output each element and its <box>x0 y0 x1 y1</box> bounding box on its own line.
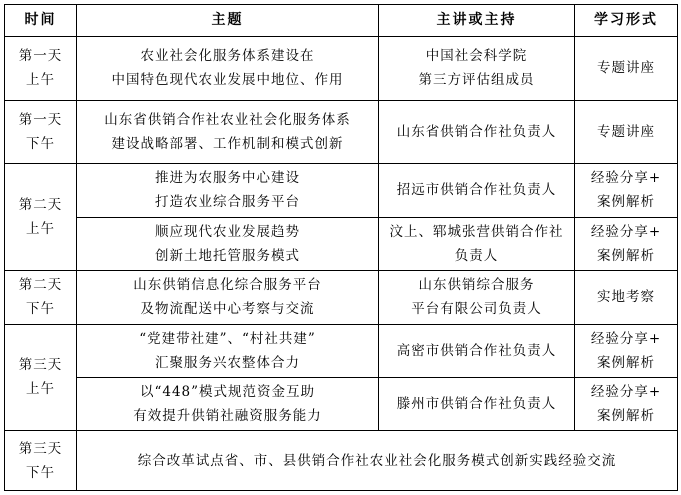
format-cell: 经验分享+ 案例解析 <box>575 324 678 377</box>
schedule-table <box>4 4 678 491</box>
time-cell: 第二天 下午 <box>5 271 77 324</box>
format-cell: 经验分享+ 案例解析 <box>575 164 678 217</box>
speaker-cell: 高密市供销合作社负责人 <box>379 324 575 377</box>
topic-cell: 山东省供销合作社农业社会化服务体系 建设战略部署、工作机制和模式创新 <box>77 100 379 164</box>
speaker-cell: 招远市供销合作社负责人 <box>379 164 575 217</box>
table-row <box>5 100 678 164</box>
speaker-cell: 山东供销综合服务 平台有限公司负责人 <box>379 271 575 324</box>
format-cell: 经验分享+ 案例解析 <box>575 377 678 430</box>
speaker-cell: 滕州市供销合作社负责人 <box>379 377 575 430</box>
speaker-cell: 山东省供销合作社负责人 <box>379 100 575 164</box>
time-cell: 第二天 上午 <box>5 164 77 271</box>
table-row <box>5 217 678 270</box>
table-row <box>5 271 678 324</box>
time-cell: 第三天 下午 <box>5 431 77 491</box>
speaker-cell: 汶上、郓城张营供销合作社 负责人 <box>379 217 575 270</box>
time-cell: 第三天 上午 <box>5 324 77 431</box>
topic-cell: 农业社会化服务体系建设在 中国特色现代农业发展中地位、作用 <box>77 36 379 100</box>
topic-cell: 山东供销信息化综合服务平台 及物流配送中心考察与交流 <box>77 271 379 324</box>
format-cell: 实地考察 <box>575 271 678 324</box>
format-cell: 经验分享+ 案例解析 <box>575 217 678 270</box>
topic-cell: 推进为农服务中心建设 打造农业综合服务平台 <box>77 164 379 217</box>
table-row <box>5 431 678 491</box>
format-cell: 专题讲座 <box>575 36 678 100</box>
table-row <box>5 164 678 217</box>
header-topic: 主题 <box>77 5 379 37</box>
topic-cell: 顺应现代农业发展趋势 创新土地托管服务模式 <box>77 217 379 270</box>
table-row <box>5 324 678 377</box>
topic-cell: 以“448”模式规范资金互助 有效提升供销社融资服务能力 <box>77 377 379 430</box>
speaker-cell: 中国社会科学院 第三方评估组成员 <box>379 36 575 100</box>
header-time: 时间 <box>5 5 77 37</box>
header-speaker: 主讲或主持 <box>379 5 575 37</box>
header-format: 学习形式 <box>575 5 678 37</box>
table-row <box>5 377 678 430</box>
time-cell: 第一天 上午 <box>5 36 77 100</box>
header-row <box>5 5 678 37</box>
format-cell: 专题讲座 <box>575 100 678 164</box>
merged-topic-cell: 综合改革试点省、市、县供销合作社农业社会化服务模式创新实践经验交流 <box>77 431 678 491</box>
time-cell: 第一天 下午 <box>5 100 77 164</box>
table-row <box>5 36 678 100</box>
topic-cell: “党建带社建”、“村社共建” 汇聚服务兴农整体合力 <box>77 324 379 377</box>
